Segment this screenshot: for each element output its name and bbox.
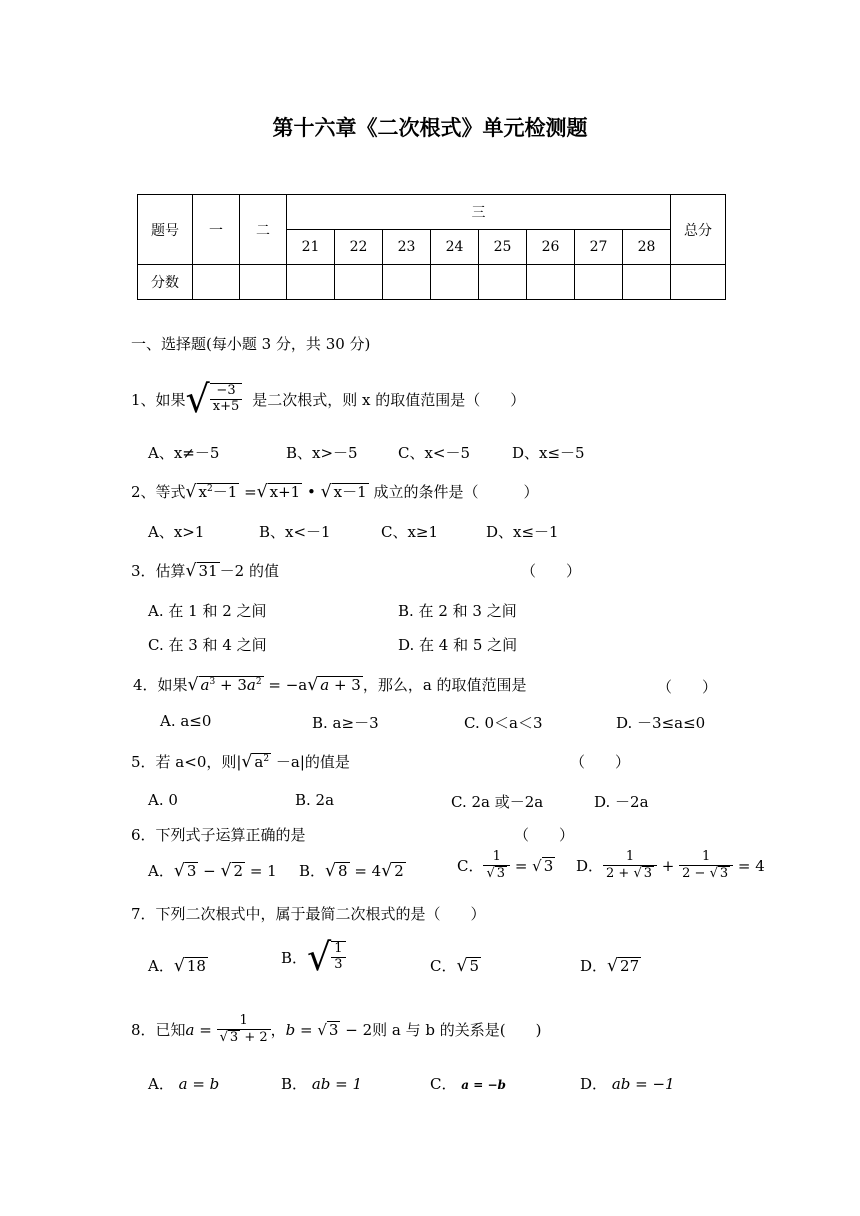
q4-option-d[interactable]: D. －3≤a≤0	[616, 714, 706, 732]
q8-mid: ，	[270, 1021, 286, 1040]
score-cell[interactable]	[335, 265, 383, 300]
score-table	[137, 194, 726, 300]
q2-dot: •	[307, 483, 316, 501]
q5-prefix: 5．若 a<0，则|	[131, 753, 242, 771]
q6-answer-paren: （ ）	[514, 826, 575, 844]
q6-c-fraction: $\frac{1}{√ 3}$	[483, 850, 510, 882]
sqrt-icon: √	[173, 861, 185, 881]
sqrt-icon: √	[320, 482, 332, 502]
q3-suffix: －2 的值	[219, 562, 279, 580]
question-3	[131, 560, 279, 581]
q7-option-d[interactable]: D．√ 27	[580, 956, 640, 976]
sub-number: 21	[287, 230, 335, 265]
q4-option-b[interactable]: B. a≥－3	[312, 714, 379, 732]
question-7: 7．下列二次根式中，属于最简二次根式的是（ ）	[131, 905, 486, 923]
q4-suffix: ，那么，a 的取值范围是	[362, 676, 527, 694]
q2-radicand-3: x－1	[333, 483, 367, 501]
q2-option-d[interactable]: D、x≤－1	[486, 523, 559, 541]
question-2	[131, 481, 538, 502]
q4-option-a[interactable]: A. a≤0	[160, 712, 212, 730]
sub-number: 22	[335, 230, 383, 265]
sub-number: 27	[575, 230, 623, 265]
sub-number: 25	[479, 230, 527, 265]
q8-label-a: A．	[148, 1075, 174, 1093]
q3-option-c[interactable]: C. 在 3 和 4 之间	[148, 636, 267, 654]
col-one: 一	[193, 195, 240, 265]
q7-label-c: C．	[430, 957, 457, 975]
sqrt-icon: √	[185, 561, 197, 581]
score-cell[interactable]	[240, 265, 287, 300]
question-5	[131, 751, 350, 772]
q8-prefix: 8．已知	[131, 1021, 186, 1040]
q1-fraction	[210, 383, 243, 415]
q7-option-c[interactable]: C．√ 5	[430, 956, 480, 976]
q8-fraction: $\frac{1}{√ 3 + 2}$	[217, 1014, 271, 1046]
score-label: 分数	[138, 265, 193, 300]
q3-option-a[interactable]: A. 在 1 和 2 之间	[148, 602, 267, 620]
q6-label-c: C．	[457, 857, 484, 876]
q5-suffix: －a|的值是	[275, 753, 350, 771]
score-cell[interactable]	[575, 265, 623, 300]
col-two: 二	[240, 195, 287, 265]
sqrt-icon: √	[607, 956, 619, 976]
q1-option-a[interactable]: A、x≠－5	[148, 444, 220, 462]
question-6: 6．下列式子运算正确的是	[131, 826, 306, 844]
sqrt-icon: √	[173, 956, 185, 976]
q4-radicand-left: $a^3 + 3a^2$	[200, 676, 262, 694]
score-cell[interactable]	[623, 265, 671, 300]
score-cell[interactable]	[527, 265, 575, 300]
q1-suffix: 是二次根式，则 x 的取值范围是（ ）	[252, 390, 526, 409]
sqrt-icon: √	[185, 377, 210, 421]
score-cell[interactable]	[671, 265, 726, 300]
q7-b-fraction: $\frac{1}{3}$	[331, 941, 345, 973]
q4-answer-paren: （ ）	[657, 678, 718, 696]
q5-option-c[interactable]: C. 2a 或－2a	[451, 793, 544, 811]
q6-option-a[interactable]: A．√ 3 − √ 2 = 1	[148, 861, 277, 881]
q2-option-c[interactable]: C、x≥1	[381, 523, 439, 541]
sqrt-icon: √	[187, 675, 199, 695]
score-cell[interactable]	[431, 265, 479, 300]
total-label: 总分	[671, 195, 726, 265]
question-8: 8．已知 a = $\frac{1}{√ 3 + 2}$ ， b = √ 3 − 2 则 a 与 b 的关系是( )	[131, 1013, 542, 1045]
col-three: 三	[287, 195, 671, 230]
sqrt-icon: √	[456, 956, 468, 976]
q7-option-b[interactable]	[281, 935, 346, 979]
q4-mid: = −a	[268, 676, 308, 694]
q4-radicand-right: a + 3	[320, 676, 361, 694]
header-label: 题号	[138, 195, 193, 265]
q1-option-c[interactable]: C、x<－5	[398, 444, 471, 462]
q7-label-b: B．	[281, 948, 308, 967]
q6-option-d[interactable]: D． $\frac{1}{2 + √ 3}$ + $\frac{1}{2 - √ 3}$ = 4	[576, 849, 765, 881]
q3-radicand: 31	[198, 562, 218, 580]
score-cell[interactable]	[287, 265, 335, 300]
sub-number: 23	[383, 230, 431, 265]
q3-answer-paren: （ ）	[521, 562, 582, 580]
q1-option-b[interactable]: B、x>－5	[286, 444, 358, 462]
q8-tail: 则 a 与 b 的关系是( )	[372, 1021, 542, 1040]
q1-prefix: 1、如果	[131, 390, 186, 409]
sqrt-icon: √	[241, 752, 253, 772]
q8-label-b: B．	[281, 1075, 308, 1093]
sub-number: 24	[431, 230, 479, 265]
sub-number: 28	[623, 230, 671, 265]
q6-label-d: D．	[576, 857, 604, 876]
q7-label-a: A．	[148, 957, 174, 975]
q2-equals: =	[244, 483, 257, 501]
q6-option-c[interactable]: C． $\frac{1}{√ 3}$ = √ 3	[457, 849, 554, 881]
q5-option-b[interactable]: B. 2a	[295, 791, 335, 809]
question-1	[131, 377, 526, 421]
q2-radicand-1: $x^2-1$	[198, 483, 238, 501]
q6-label-b: B．	[299, 862, 326, 880]
q7-option-a[interactable]: A．√ 18	[148, 956, 206, 976]
q8-option-a[interactable]: A． a = b	[148, 1075, 220, 1093]
q5-answer-paren: （ ）	[570, 753, 631, 771]
sqrt-icon: √	[185, 482, 197, 502]
q2-suffix: 成立的条件是（ ）	[373, 483, 539, 501]
q4-option-c[interactable]: C. 0＜a＜3	[464, 714, 543, 732]
q3-prefix: 3．估算	[131, 562, 186, 580]
score-cell[interactable]	[383, 265, 431, 300]
q4-prefix: 4．如果	[133, 676, 188, 694]
q8-option-d[interactable]: D． ab = −1	[580, 1075, 675, 1093]
sqrt-icon: √	[307, 675, 319, 695]
q6-d-fraction-2: $\frac{1}{2 - √ 3}$	[679, 850, 733, 882]
q2-option-a[interactable]: A、x>1	[148, 523, 205, 541]
q8-option-c[interactable]: C． a = −b	[430, 1075, 506, 1093]
q8-label-c: C．	[430, 1075, 457, 1093]
page-title: 第十六章《二次根式》单元检测题	[272, 116, 588, 140]
question-4	[133, 674, 527, 695]
sqrt-icon: √	[220, 861, 232, 881]
q6-option-b[interactable]: B．√ 8 = 4√ 2	[299, 861, 404, 881]
sqrt-icon: √	[256, 482, 268, 502]
sqrt-icon: √	[381, 861, 393, 881]
q5-radicand: $a^2$	[254, 753, 270, 771]
q3-option-d[interactable]: D. 在 4 和 5 之间	[398, 636, 518, 654]
q1-denominator: x+5	[212, 399, 240, 414]
q6-d-fraction-1: $\frac{1}{2 + √ 3}$	[603, 850, 657, 882]
q5-option-a[interactable]: A. 0	[148, 791, 178, 809]
score-cell[interactable]	[193, 265, 240, 300]
q8-option-b[interactable]: B． ab = 1	[281, 1075, 363, 1093]
q2-prefix: 2、等式	[131, 483, 186, 501]
q3-option-b[interactable]: B. 在 2 和 3 之间	[398, 602, 517, 620]
section-heading: 一、选择题(每小题 3 分，共 30 分)	[131, 335, 371, 353]
q8-label-d: D．	[580, 1075, 608, 1093]
q1-numerator: −3	[210, 384, 243, 400]
q2-radicand-2: x+1	[269, 483, 301, 501]
q2-option-b[interactable]: B、x<－1	[259, 523, 331, 541]
q6-label-a: A．	[148, 862, 174, 880]
sub-number: 26	[527, 230, 575, 265]
q7-label-d: D．	[580, 957, 608, 975]
sqrt-icon: √	[325, 861, 337, 881]
q5-option-d[interactable]: D. －2a	[594, 793, 649, 811]
sqrt-icon: √	[307, 935, 332, 979]
q1-option-d[interactable]: D、x≤－5	[512, 444, 585, 462]
score-cell[interactable]	[479, 265, 527, 300]
